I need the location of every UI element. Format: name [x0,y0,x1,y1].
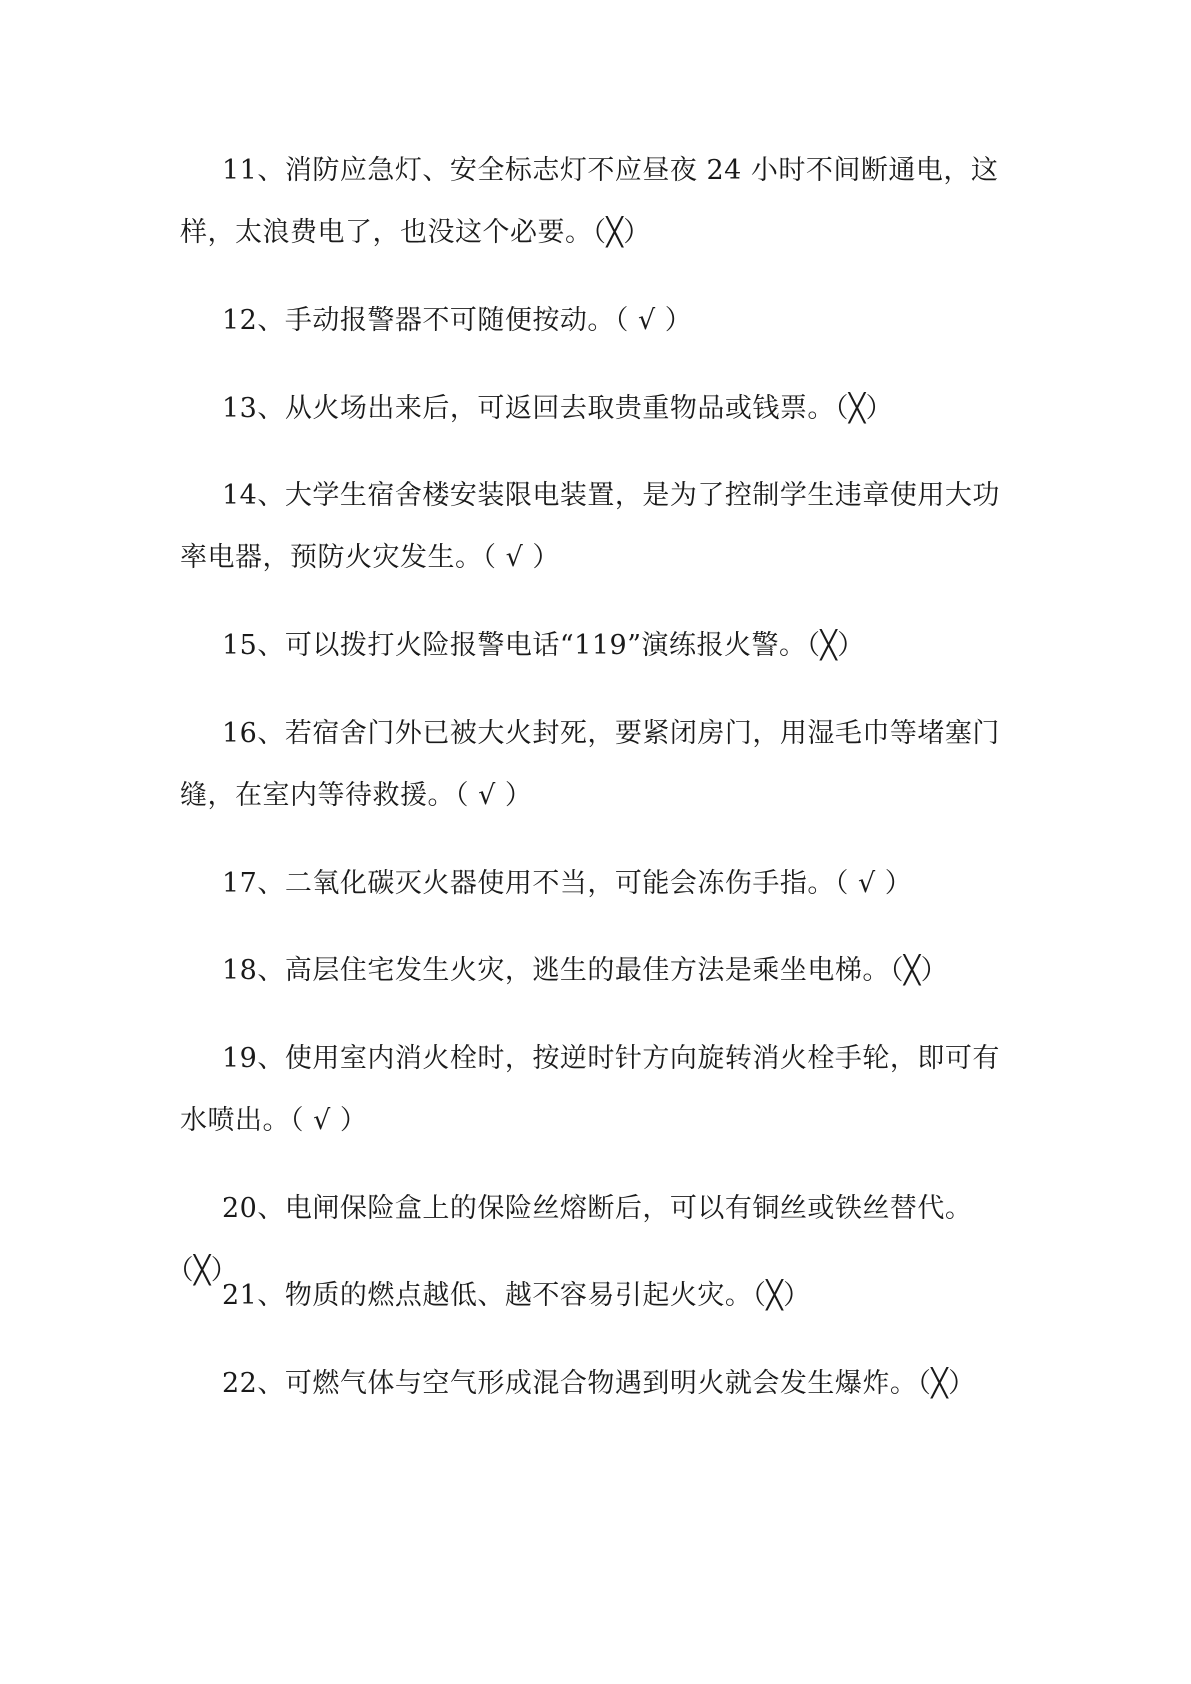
answer-mark: （ √ ） [834,868,913,899]
answer-mark: （╳） [806,630,865,661]
question-text: 19、使用室内消火栓时，按逆时针方向旋转消火栓手轮，即可有水喷出。 [180,1043,1000,1136]
question-text: 13、从火场出来后，可返回去取贵重物品或钱票。 [222,393,835,424]
question-22 [180,1353,1020,1415]
question-13 [180,378,1020,440]
question-16 [180,703,1020,827]
answer-mark: （ √ ） [290,1105,368,1136]
question-11 [180,140,1020,264]
question-text: 15、可以拨打火险报警电话“119”演练报火警。 [222,630,807,661]
question-text: 11、消防应急灯、安全标志灯不应昼夜 24 小时不间断通电，这样，太浪费电了，也没这个必要。 [180,155,999,248]
question-12 [180,290,1020,352]
question-text: 12、手动报警器不可随便按动。 [222,305,615,336]
question-text: 17、二氧化碳灭火器使用不当，可能会冻伤手指。 [222,868,835,899]
answer-mark: （ √ ） [482,542,560,573]
question-15 [180,615,1020,677]
question-14 [180,465,1020,589]
question-text: 21、物质的燃点越低、越不容易引起火灾。 [222,1280,753,1311]
question-18 [180,940,1020,1002]
answer-mark: （╳） [180,1255,239,1286]
question-19 [180,1028,1020,1152]
answer-mark: （╳） [592,217,651,248]
answer-mark: （╳） [752,1280,811,1311]
question-text: 16、若宿舍门外已被大火封死，要紧闭房门，用湿毛巾等堵塞门缝，在室内等待救援。 [180,718,1000,811]
answer-mark: （╳） [889,955,949,986]
answer-mark: （ √ ） [455,780,533,811]
question-text: 18、高层住宅发生火灾，逃生的最佳方法是乘坐电梯。 [222,955,890,986]
question-text: 22、可燃气体与空气形成混合物遇到明火就会发生爆炸。 [222,1368,918,1399]
answer-mark: （ √ ） [614,305,693,336]
answer-mark: （╳） [917,1368,976,1399]
question-17 [180,853,1020,915]
question-text: 20、电闸保险盒上的保险丝熔断后，可以有铜丝或铁丝替代。 [222,1193,973,1224]
answer-mark: （╳） [834,393,894,424]
question-text: 14、大学生宿舍楼安装限电装置，是为了控制学生违章使用大功率电器，预防火灾发生。 [180,480,1000,573]
question-21 [180,1265,1020,1327]
